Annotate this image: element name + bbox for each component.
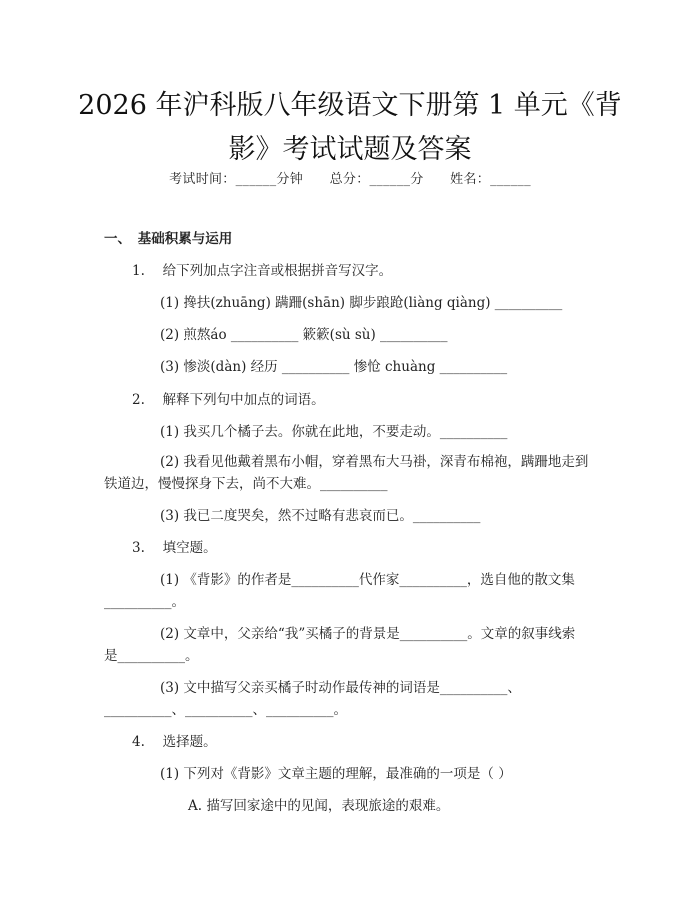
question-3-1-line-1: (1) 《背影》的作者是__________代作家__________，选自他的散文集 — [160, 572, 575, 588]
exam-title — [60, 84, 640, 172]
exam-meta-text: 考试时间：______分钟 总分：______分 姓名：______ — [169, 172, 531, 187]
question-4: 4. 选择题。 — [132, 734, 217, 750]
title-line-2: 影》考试试题及答案 — [228, 134, 472, 165]
question-3-1-line-2: __________。 — [104, 594, 185, 610]
question-2-2-line-1: (2) 我看见他戴着黑布小帽，穿着黑布大马褂，深青布棉袍，蹒跚地走到 — [160, 454, 589, 470]
question-1: 1. 给下列加点字注音或根据拼音写汉字。 — [132, 263, 393, 279]
question-1-2: (2) 煎熬áo __________ 簌簌(sù sù) __________ — [160, 327, 448, 343]
exam-meta — [0, 168, 700, 187]
question-2: 2. 解释下列句中加点的词语。 — [132, 392, 325, 408]
question-1-1: (1) 搀扶(zhuāng) 蹒跚(shān) 脚步踉跄(liàng qiàng) __________ — [160, 295, 563, 311]
question-2-1: (1) 我买几个橘子去。你就在此地，不要走动。__________ — [160, 424, 508, 440]
section-heading-1: 一、 基础积累与运用 — [104, 231, 233, 247]
question-4-1-option-a: A. 描写回家途中的见闻，表现旅途的艰难。 — [188, 798, 450, 814]
question-1-3: (3) 惨淡(dàn) 经历 __________ 惨怆 chuàng __________ — [160, 359, 508, 375]
question-2-2-line-2: 铁道边，慢慢探身下去，尚不大难。__________ — [104, 476, 388, 492]
question-3-3-line-2: __________、__________、__________。 — [104, 702, 347, 718]
question-4-1: (1) 下列对《背影》文章主题的理解，最准确的一项是（ ） — [160, 766, 512, 782]
question-3-2-line-1: (2) 文章中，父亲给“我”买橘子的背景是__________。文章的叙事线索 — [160, 626, 576, 642]
question-2-3: (3) 我已二度哭矣，然不过略有悲哀而已。__________ — [160, 508, 481, 524]
question-3-3-line-1: (3) 文中描写父亲买橘子时动作最传神的词语是__________、 — [160, 680, 521, 696]
question-3-2-line-2: 是__________。 — [104, 648, 199, 664]
question-3: 3. 填空题。 — [132, 540, 217, 556]
title-line-1: 2026 年沪科版八年级语文下册第 1 单元《背 — [78, 90, 622, 121]
